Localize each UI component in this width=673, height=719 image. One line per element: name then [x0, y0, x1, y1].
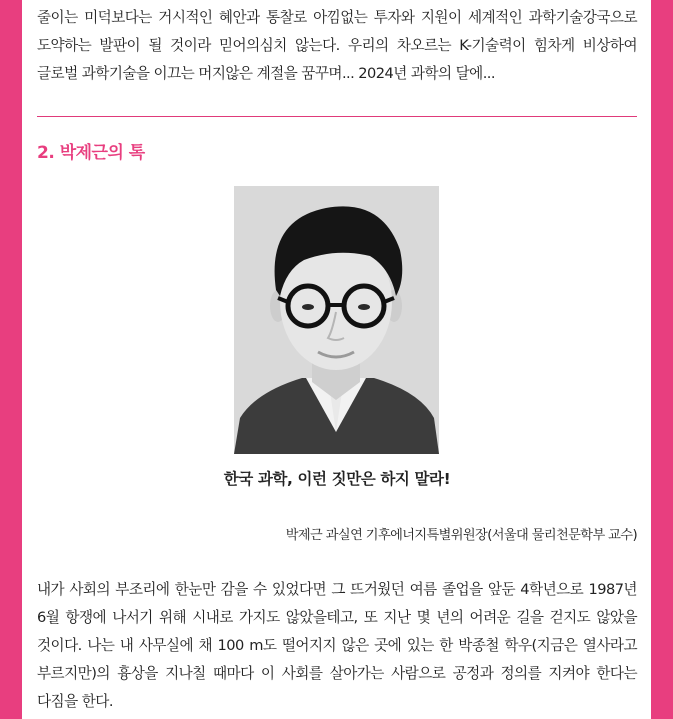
left-accent-bar	[0, 0, 22, 719]
author-byline: 박제근 과실연 기후에너지특별위원장(서울대 물리천문학부 교수)	[285, 528, 637, 543]
quote-title: 한국 과학, 이런 짓만은 하지 말라!	[223, 470, 451, 488]
article-content	[37, 0, 637, 719]
body-paragraph: 내가 사회의 부조리에 한눈만 감을 수 있었다면 그 뜨거웠던 여름 졸업을 앞둔 4학년으로 1987년 6월 항쟁에 나서기 위해 시내로 가지도 않았을테고, 또 지난 몇 년의 어려운 길을 걷지도 않았을 것이다. 나는 내 사무실에 채 100 m도 떨어지지 않은 곳에 있는 한 박종철 학우(지금은 열사라고 부르지만)의 흉상을 지나칠 때마다 이 사회를 살아가는 사람으로 공정과 정의를 지켜야 한다는 다짐을 한다.	[37, 581, 637, 710]
section-divider	[37, 116, 637, 117]
portrait-photo	[234, 186, 439, 454]
right-accent-bar	[651, 0, 673, 719]
section-title: 2. 박제근의 톡	[37, 143, 145, 163]
intro-paragraph: 줄이는 미덕보다는 거시적인 혜안과 통찰로 아낌없는 투자와 지원이 세계적인 과학기술강국으로 도약하는 발판이 될 것이라 믿어의심치 않는다. 우리의 차오르는 K-기술력이 힘차게 비상하여 글로벌 과학기술을 이끄는 머지않은 계절을 꿈꾸며... 2024년 과학의 달에...	[37, 9, 637, 82]
